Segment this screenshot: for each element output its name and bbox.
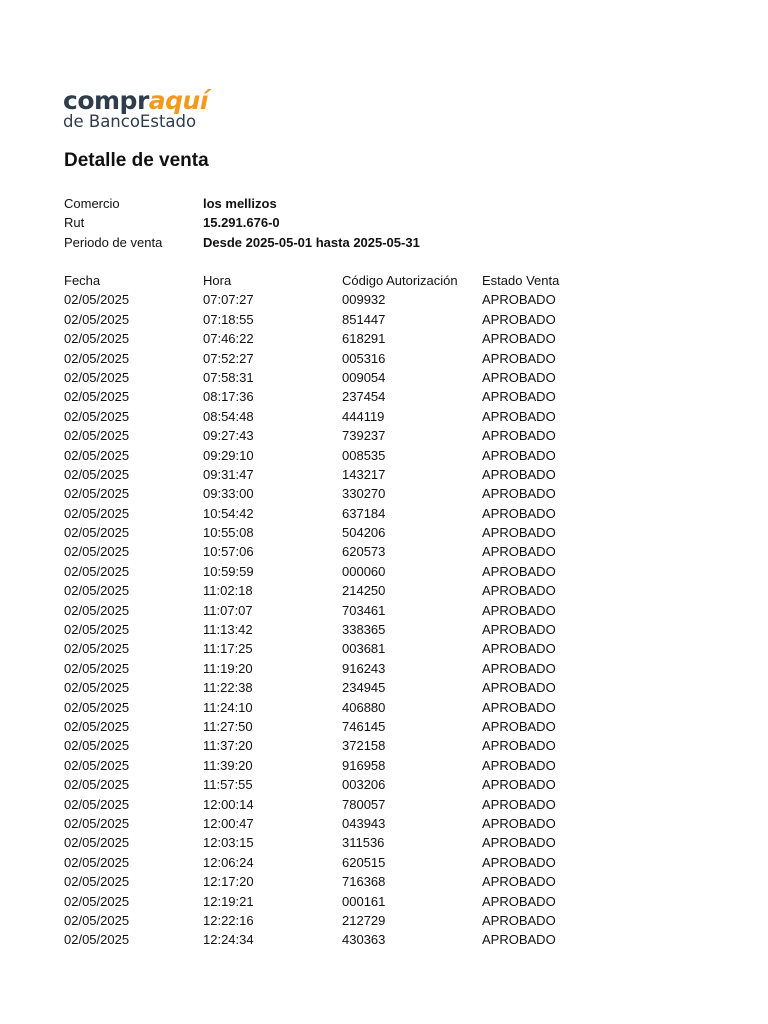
- cell-fecha: 02/05/2025: [64, 544, 130, 560]
- cell-hora: 11:17:25: [203, 641, 253, 657]
- info-value: 15.291.676-0: [203, 215, 280, 231]
- cell-fecha: 02/05/2025: [64, 815, 130, 831]
- cell-hora: 12:06:24: [203, 854, 254, 870]
- cell-fecha: 02/05/2025: [64, 466, 130, 482]
- cell-hora: 10:54:42: [203, 505, 254, 521]
- cell-codigo: 000161: [342, 893, 386, 909]
- table-row: [64, 678, 624, 697]
- table-row: [64, 349, 624, 368]
- cell-codigo: 143217: [342, 466, 386, 482]
- cell-hora: 11:22:38: [203, 680, 253, 696]
- page-title: Detalle de venta: [64, 150, 209, 171]
- cell-codigo: 620515: [342, 854, 386, 870]
- cell-estado: APROBADO: [482, 718, 556, 734]
- table-row: [64, 814, 624, 833]
- table-row: [64, 290, 624, 309]
- cell-estado: APROBADO: [482, 835, 556, 851]
- cell-estado: APROBADO: [482, 796, 556, 812]
- cell-fecha: 02/05/2025: [64, 505, 130, 521]
- cell-hora: 10:59:59: [203, 563, 254, 579]
- cell-fecha: 02/05/2025: [64, 893, 130, 909]
- cell-hora: 11:02:18: [203, 583, 253, 599]
- cell-fecha: 02/05/2025: [64, 757, 130, 773]
- cell-fecha: 02/05/2025: [64, 912, 130, 928]
- cell-codigo: 338365: [342, 622, 386, 638]
- cell-codigo: 311536: [342, 835, 385, 851]
- cell-codigo: 009932: [342, 292, 386, 308]
- table-row: [64, 892, 624, 911]
- cell-estado: APROBADO: [482, 854, 556, 870]
- cell-hora: 12:22:16: [203, 912, 254, 928]
- cell-estado: APROBADO: [482, 505, 556, 521]
- cell-estado: APROBADO: [482, 389, 556, 405]
- cell-codigo: 620573: [342, 544, 386, 560]
- table-row: [64, 795, 624, 814]
- cell-codigo: 372158: [342, 738, 386, 754]
- column-header-hora: Hora: [203, 273, 232, 288]
- table-row: [64, 465, 624, 484]
- cell-codigo: 212729: [342, 912, 386, 928]
- cell-estado: APROBADO: [482, 544, 556, 560]
- info-label: Periodo de venta: [64, 234, 163, 250]
- cell-hora: 11:19:20: [203, 660, 253, 676]
- sales-table: [64, 271, 624, 950]
- cell-estado: APROBADO: [482, 738, 556, 754]
- cell-estado: APROBADO: [482, 757, 556, 773]
- cell-hora: 09:31:47: [203, 466, 254, 482]
- table-row: [64, 930, 624, 949]
- cell-hora: 11:57:55: [203, 777, 253, 793]
- compraqui-logo: [63, 86, 243, 134]
- cell-estado: APROBADO: [482, 311, 556, 327]
- cell-estado: APROBADO: [482, 583, 556, 599]
- table-row: [64, 717, 624, 736]
- table-body: [64, 290, 624, 949]
- cell-codigo: 618291: [342, 331, 386, 347]
- cell-hora: 07:18:55: [203, 311, 254, 327]
- cell-hora: 11:07:07: [203, 602, 253, 618]
- table-row: [64, 523, 624, 542]
- cell-estado: APROBADO: [482, 932, 556, 948]
- cell-codigo: 043943: [342, 815, 386, 831]
- cell-codigo: 009054: [342, 369, 386, 385]
- cell-estado: APROBADO: [482, 525, 556, 541]
- cell-fecha: 02/05/2025: [64, 854, 130, 870]
- table-row: [64, 504, 624, 523]
- logo-wordmark-part-a: compr: [63, 86, 149, 115]
- table-row: [64, 562, 624, 581]
- table-row: [64, 698, 624, 717]
- cell-hora: 09:27:43: [203, 428, 254, 444]
- cell-codigo: 444119: [342, 408, 385, 424]
- column-header-fecha: Fecha: [64, 273, 101, 288]
- cell-estado: APROBADO: [482, 369, 556, 385]
- cell-fecha: 02/05/2025: [64, 874, 130, 890]
- cell-codigo: 005316: [342, 350, 386, 366]
- info-value: Desde 2025-05-01 hasta 2025-05-31: [203, 234, 420, 250]
- cell-estado: APROBADO: [482, 331, 556, 347]
- cell-codigo: 330270: [342, 486, 386, 502]
- table-row: [64, 601, 624, 620]
- table-row: [64, 756, 624, 775]
- cell-hora: 12:17:20: [203, 874, 254, 890]
- cell-codigo: 000060: [342, 563, 386, 579]
- cell-estado: APROBADO: [482, 893, 556, 909]
- cell-hora: 07:58:31: [203, 369, 254, 385]
- logo-subtext: de BancoEstado: [63, 112, 197, 131]
- cell-codigo: 430363: [342, 932, 386, 948]
- column-header-codigo: Código Autorización: [342, 273, 458, 288]
- cell-codigo: 237454: [342, 389, 386, 405]
- cell-fecha: 02/05/2025: [64, 796, 130, 812]
- cell-fecha: 02/05/2025: [64, 777, 130, 793]
- cell-hora: 09:29:10: [203, 447, 254, 463]
- cell-fecha: 02/05/2025: [64, 641, 130, 657]
- table-row: [64, 833, 624, 852]
- cell-hora: 11:24:10: [203, 699, 253, 715]
- cell-hora: 12:00:14: [203, 796, 254, 812]
- table-row: [64, 872, 624, 891]
- cell-fecha: 02/05/2025: [64, 389, 130, 405]
- cell-hora: 12:00:47: [203, 815, 254, 831]
- cell-estado: APROBADO: [482, 563, 556, 579]
- cell-fecha: 02/05/2025: [64, 369, 130, 385]
- cell-fecha: 02/05/2025: [64, 563, 130, 579]
- cell-fecha: 02/05/2025: [64, 428, 130, 444]
- info-label: Comercio: [64, 196, 120, 211]
- cell-fecha: 02/05/2025: [64, 660, 130, 676]
- cell-codigo: 406880: [342, 699, 386, 715]
- cell-codigo: 780057: [342, 796, 386, 812]
- cell-fecha: 02/05/2025: [64, 486, 130, 502]
- cell-hora: 07:46:22: [203, 331, 254, 347]
- cell-fecha: 02/05/2025: [64, 331, 130, 347]
- cell-hora: 11:39:20: [203, 757, 253, 773]
- cell-fecha: 02/05/2025: [64, 350, 130, 366]
- cell-fecha: 02/05/2025: [64, 292, 130, 308]
- cell-hora: 08:54:48: [203, 408, 254, 424]
- cell-codigo: 008535: [342, 447, 386, 463]
- table-row: [64, 853, 624, 872]
- cell-estado: APROBADO: [482, 466, 556, 482]
- table-row: [64, 484, 624, 503]
- cell-estado: APROBADO: [482, 292, 556, 308]
- cell-codigo: 003681: [342, 641, 386, 657]
- cell-estado: APROBADO: [482, 699, 556, 715]
- cell-estado: APROBADO: [482, 447, 556, 463]
- cell-hora: 12:19:21: [203, 893, 254, 909]
- table-row: [64, 736, 624, 755]
- cell-fecha: 02/05/2025: [64, 602, 130, 618]
- table-row: [64, 620, 624, 639]
- cell-fecha: 02/05/2025: [64, 835, 130, 851]
- cell-codigo: 916958: [342, 757, 386, 773]
- cell-estado: APROBADO: [482, 815, 556, 831]
- cell-fecha: 02/05/2025: [64, 932, 130, 948]
- cell-hora: 11:13:42: [203, 622, 253, 638]
- cell-codigo: 851447: [342, 311, 386, 327]
- cell-fecha: 02/05/2025: [64, 622, 130, 638]
- cell-hora: 08:17:36: [203, 389, 254, 405]
- cell-hora: 10:57:06: [203, 544, 254, 560]
- cell-hora: 12:03:15: [203, 835, 254, 851]
- cell-estado: APROBADO: [482, 408, 556, 424]
- table-row: [64, 446, 624, 465]
- cell-fecha: 02/05/2025: [64, 583, 130, 599]
- table-row: [64, 407, 624, 426]
- cell-hora: 12:24:34: [203, 932, 254, 948]
- cell-hora: 07:52:27: [203, 350, 254, 366]
- table-row: [64, 639, 624, 658]
- cell-fecha: 02/05/2025: [64, 447, 130, 463]
- table-row: [64, 310, 624, 329]
- table-row: [64, 329, 624, 348]
- table-row: [64, 542, 624, 561]
- logo-wordmark-part-b: aquí: [148, 86, 208, 115]
- cell-codigo: 214250: [342, 583, 386, 599]
- cell-fecha: 02/05/2025: [64, 718, 130, 734]
- cell-estado: APROBADO: [482, 622, 556, 638]
- cell-codigo: 739237: [342, 428, 386, 444]
- cell-estado: APROBADO: [482, 641, 556, 657]
- cell-fecha: 02/05/2025: [64, 738, 130, 754]
- cell-codigo: 916243: [342, 660, 386, 676]
- cell-hora: 11:27:50: [203, 718, 253, 734]
- cell-hora: 10:55:08: [203, 525, 254, 541]
- cell-codigo: 716368: [342, 874, 386, 890]
- table-row: [64, 368, 624, 387]
- column-header-estado: Estado Venta: [482, 273, 560, 288]
- cell-codigo: 234945: [342, 680, 386, 696]
- cell-fecha: 02/05/2025: [64, 680, 130, 696]
- table-row: [64, 387, 624, 406]
- cell-estado: APROBADO: [482, 777, 556, 793]
- table-row: [64, 775, 624, 794]
- cell-fecha: 02/05/2025: [64, 525, 130, 541]
- cell-hora: 07:07:27: [203, 292, 254, 308]
- cell-estado: APROBADO: [482, 428, 556, 444]
- cell-estado: APROBADO: [482, 680, 556, 696]
- cell-codigo: 003206: [342, 777, 386, 793]
- cell-hora: 09:33:00: [203, 486, 254, 502]
- cell-estado: APROBADO: [482, 874, 556, 890]
- info-label: Rut: [64, 215, 85, 231]
- table-row: [64, 911, 624, 930]
- cell-fecha: 02/05/2025: [64, 699, 130, 715]
- cell-estado: APROBADO: [482, 660, 556, 676]
- cell-estado: APROBADO: [482, 602, 556, 618]
- cell-estado: APROBADO: [482, 912, 556, 928]
- cell-codigo: 637184: [342, 505, 386, 521]
- info-value: los mellizos: [203, 196, 277, 211]
- cell-fecha: 02/05/2025: [64, 311, 130, 327]
- table-header-row: [64, 271, 624, 290]
- cell-codigo: 504206: [342, 525, 386, 541]
- cell-estado: APROBADO: [482, 350, 556, 366]
- table-row: [64, 426, 624, 445]
- cell-codigo: 746145: [342, 718, 386, 734]
- cell-estado: APROBADO: [482, 486, 556, 502]
- cell-fecha: 02/05/2025: [64, 408, 130, 424]
- cell-codigo: 703461: [342, 602, 386, 618]
- cell-hora: 11:37:20: [203, 738, 253, 754]
- table-row: [64, 581, 624, 600]
- table-row: [64, 659, 624, 678]
